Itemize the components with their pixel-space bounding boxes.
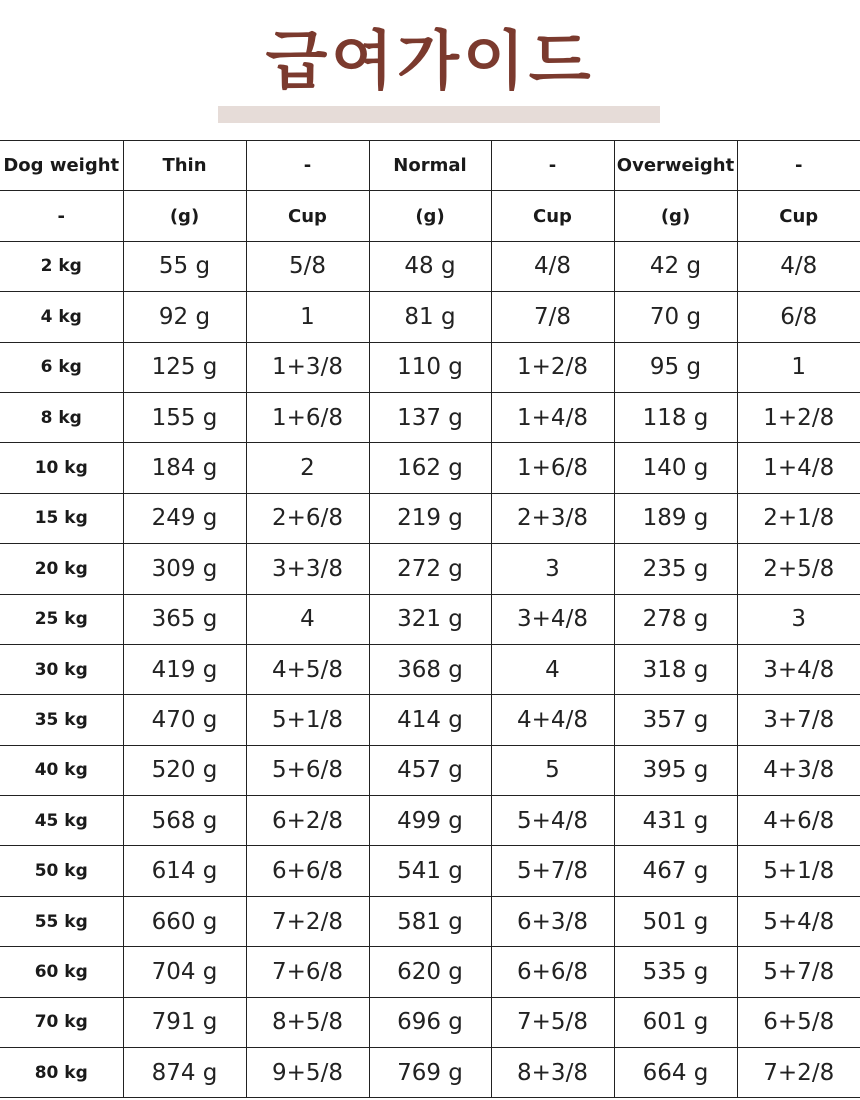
table-cell: 357 g [614, 695, 737, 745]
feeding-guide-table [0, 140, 860, 1098]
table-cell: 499 g [369, 796, 491, 846]
table-cell: 5+4/8 [737, 896, 860, 946]
table-row [0, 846, 860, 896]
table-cell: 3+4/8 [737, 644, 860, 694]
table-cell: 2 [246, 443, 369, 493]
table-cell: 1+2/8 [491, 342, 614, 392]
table-cell: 601 g [614, 997, 737, 1047]
header-cell: (g) [369, 191, 491, 241]
table-cell: 6+6/8 [491, 947, 614, 997]
table-cell: 620 g [369, 947, 491, 997]
table-cell: 249 g [123, 493, 246, 543]
table-row [0, 644, 860, 694]
table-cell: 70 g [614, 292, 737, 342]
dog-weight-cell: 2 kg [0, 241, 123, 291]
table-cell: 5+1/8 [246, 695, 369, 745]
table-cell: 365 g [123, 594, 246, 644]
table-cell: 4+4/8 [491, 695, 614, 745]
table-cell: 581 g [369, 896, 491, 946]
dog-weight-cell: 35 kg [0, 695, 123, 745]
table-row [0, 443, 860, 493]
header-cell: - [737, 141, 860, 191]
table-cell: 1 [737, 342, 860, 392]
table-row [0, 594, 860, 644]
dog-weight-cell: 8 kg [0, 392, 123, 442]
table-cell: 467 g [614, 846, 737, 896]
table-cell: 419 g [123, 644, 246, 694]
table-row [0, 896, 860, 946]
table-body [0, 141, 860, 1098]
table-cell: 7+5/8 [491, 997, 614, 1047]
header-cell: Cup [491, 191, 614, 241]
table-cell: 4 [246, 594, 369, 644]
table-cell: 2+3/8 [491, 493, 614, 543]
table-cell: 3+4/8 [491, 594, 614, 644]
header-cell: Dog weight [0, 141, 123, 191]
table-cell: 4/8 [491, 241, 614, 291]
table-cell: 7+2/8 [246, 896, 369, 946]
table-cell: 704 g [123, 947, 246, 997]
table-row [0, 241, 860, 291]
table-cell: 3+3/8 [246, 544, 369, 594]
table-row [0, 745, 860, 795]
table-header-row [0, 141, 860, 191]
header-cell: - [491, 141, 614, 191]
header-cell: - [246, 141, 369, 191]
table-cell: 184 g [123, 443, 246, 493]
header-cell: Cup [737, 191, 860, 241]
table-cell: 769 g [369, 1048, 491, 1098]
table-cell: 219 g [369, 493, 491, 543]
table-cell: 3 [491, 544, 614, 594]
table-cell: 7/8 [491, 292, 614, 342]
table-cell: 189 g [614, 493, 737, 543]
table-row [0, 695, 860, 745]
dog-weight-cell: 50 kg [0, 846, 123, 896]
table-cell: 791 g [123, 997, 246, 1047]
table-cell: 95 g [614, 342, 737, 392]
table-row [0, 947, 860, 997]
header-cell: Normal [369, 141, 491, 191]
table-cell: 278 g [614, 594, 737, 644]
table-row [0, 493, 860, 543]
table-cell: 6+2/8 [246, 796, 369, 846]
table-cell: 5+4/8 [491, 796, 614, 846]
dog-weight-cell: 6 kg [0, 342, 123, 392]
dog-weight-cell: 10 kg [0, 443, 123, 493]
table-cell: 1+6/8 [491, 443, 614, 493]
table-cell: 568 g [123, 796, 246, 846]
table-row [0, 342, 860, 392]
table-cell: 1+4/8 [491, 392, 614, 442]
table-cell: 1+6/8 [246, 392, 369, 442]
dog-weight-cell: 80 kg [0, 1048, 123, 1098]
table-cell: 162 g [369, 443, 491, 493]
table-cell: 414 g [369, 695, 491, 745]
table-cell: 457 g [369, 745, 491, 795]
header-cell: - [0, 191, 123, 241]
header-cell: (g) [123, 191, 246, 241]
table-cell: 4+6/8 [737, 796, 860, 846]
table-cell: 6/8 [737, 292, 860, 342]
table-cell: 5/8 [246, 241, 369, 291]
table-cell: 137 g [369, 392, 491, 442]
table-cell: 235 g [614, 544, 737, 594]
table-cell: 614 g [123, 846, 246, 896]
table-cell: 431 g [614, 796, 737, 846]
table-cell: 5 [491, 745, 614, 795]
table-cell: 541 g [369, 846, 491, 896]
dog-weight-cell: 15 kg [0, 493, 123, 543]
table-cell: 309 g [123, 544, 246, 594]
dog-weight-cell: 55 kg [0, 896, 123, 946]
table-cell: 520 g [123, 745, 246, 795]
table-cell: 6+6/8 [246, 846, 369, 896]
table-cell: 55 g [123, 241, 246, 291]
dog-weight-cell: 45 kg [0, 796, 123, 846]
table-cell: 5+7/8 [491, 846, 614, 896]
header-cell: Overweight [614, 141, 737, 191]
table-cell: 42 g [614, 241, 737, 291]
table-cell: 92 g [123, 292, 246, 342]
table-cell: 696 g [369, 997, 491, 1047]
table-cell: 48 g [369, 241, 491, 291]
table-cell: 4/8 [737, 241, 860, 291]
table-cell: 368 g [369, 644, 491, 694]
table-cell: 3 [737, 594, 860, 644]
table-cell: 5+1/8 [737, 846, 860, 896]
table-cell: 1+2/8 [737, 392, 860, 442]
table-cell: 7+6/8 [246, 947, 369, 997]
table-cell: 395 g [614, 745, 737, 795]
dog-weight-cell: 40 kg [0, 745, 123, 795]
table-cell: 81 g [369, 292, 491, 342]
table-row [0, 997, 860, 1047]
dog-weight-cell: 20 kg [0, 544, 123, 594]
table-cell: 8+5/8 [246, 997, 369, 1047]
table-cell: 1 [246, 292, 369, 342]
table-cell: 535 g [614, 947, 737, 997]
header-cell: Thin [123, 141, 246, 191]
table-cell: 155 g [123, 392, 246, 442]
table-cell: 272 g [369, 544, 491, 594]
table-header-row [0, 191, 860, 241]
table-cell: 4+3/8 [737, 745, 860, 795]
table-cell: 4 [491, 644, 614, 694]
table-cell: 874 g [123, 1048, 246, 1098]
table-cell: 118 g [614, 392, 737, 442]
table-cell: 470 g [123, 695, 246, 745]
table-cell: 110 g [369, 342, 491, 392]
table-cell: 1+4/8 [737, 443, 860, 493]
table-cell: 5+7/8 [737, 947, 860, 997]
table-row [0, 544, 860, 594]
table-cell: 3+7/8 [737, 695, 860, 745]
table-cell: 2+1/8 [737, 493, 860, 543]
dog-weight-cell: 60 kg [0, 947, 123, 997]
dog-weight-cell: 4 kg [0, 292, 123, 342]
table-cell: 321 g [369, 594, 491, 644]
table-cell: 664 g [614, 1048, 737, 1098]
table-cell: 125 g [123, 342, 246, 392]
table-row [0, 292, 860, 342]
table-cell: 501 g [614, 896, 737, 946]
table-cell: 660 g [123, 896, 246, 946]
table-cell: 6+3/8 [491, 896, 614, 946]
table-cell: 9+5/8 [246, 1048, 369, 1098]
table-cell: 2+6/8 [246, 493, 369, 543]
table-row [0, 392, 860, 442]
table-cell: 1+3/8 [246, 342, 369, 392]
table-cell: 2+5/8 [737, 544, 860, 594]
header-cell: Cup [246, 191, 369, 241]
table-cell: 7+2/8 [737, 1048, 860, 1098]
table-cell: 5+6/8 [246, 745, 369, 795]
dog-weight-cell: 30 kg [0, 644, 123, 694]
table-row [0, 1048, 860, 1098]
header-cell: (g) [614, 191, 737, 241]
dog-weight-cell: 70 kg [0, 997, 123, 1047]
table-cell: 8+3/8 [491, 1048, 614, 1098]
table-cell: 4+5/8 [246, 644, 369, 694]
table-cell: 6+5/8 [737, 997, 860, 1047]
title-underline-bar [218, 106, 660, 123]
table-cell: 140 g [614, 443, 737, 493]
table-row [0, 796, 860, 846]
page-title: 급여가이드 [265, 25, 595, 99]
table-cell: 318 g [614, 644, 737, 694]
title-section [0, 0, 860, 140]
dog-weight-cell: 25 kg [0, 594, 123, 644]
